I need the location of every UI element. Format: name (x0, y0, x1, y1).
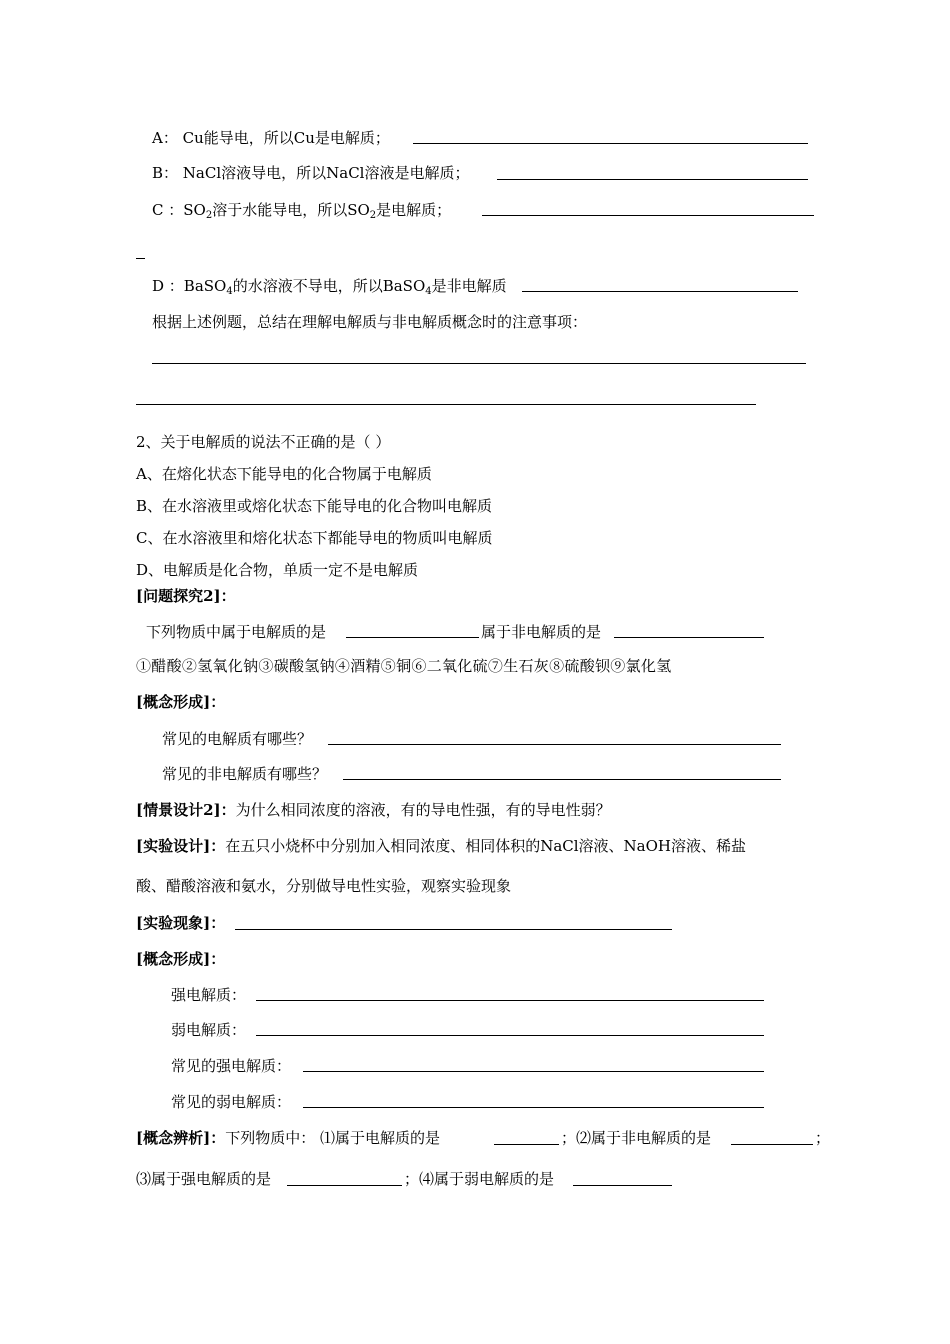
answer-line[interactable] (497, 179, 808, 180)
answer-line[interactable] (413, 143, 808, 144)
q2-option-b: B、在水溶液里或熔化状态下能导电的化合物叫电解质 (136, 497, 493, 515)
q2-stem: 2、关于电解质的说法不正确的是（ ） (136, 433, 391, 451)
q2-option-a: A、在熔化状态下能导电的化合物属于电解质 (136, 465, 432, 483)
scenario2-heading: [情景设计2]： (136, 801, 236, 819)
concept2-common-strong: 常见的强电解质： (171, 1057, 292, 1075)
answer-line[interactable] (494, 1144, 559, 1145)
q1-option-b: B： NaCl溶液导电，所以NaCl溶液是电解质； (152, 164, 470, 182)
q2-option-c: C、在水溶液里和熔化状态下都能导电的物质叫电解质 (136, 529, 493, 547)
answer-line[interactable] (731, 1144, 813, 1145)
answer-line[interactable] (256, 1000, 764, 1001)
concept2-common-weak: 常见的弱电解质： (171, 1093, 292, 1111)
experiment-line1: [实验设计]：在五只小烧杯中分别加入相同浓度、相同体积的NaCl溶液、NaOH溶液、稀盐 (136, 837, 746, 855)
phenomenon-heading: [实验现象]： (136, 914, 226, 932)
answer-line[interactable] (235, 929, 672, 930)
q1-option-d: D ：BaSO$_4$的水溶液不导电，所以BaSO$_4$是非电解质 (152, 277, 507, 297)
answer-line[interactable] (614, 637, 764, 638)
answer-line[interactable] (482, 215, 814, 216)
concept2-heading: [概念形成]： (136, 950, 226, 968)
inquiry2-prompt-b: 属于非电解质的是 (481, 623, 602, 641)
scenario2-text: 为什么相同浓度的溶液，有的导电性强，有的导电性弱？ (235, 801, 611, 819)
answer-line[interactable] (328, 744, 781, 745)
q1-option-c: C ：$SO_2$溶于水能导电，所以$SO_2$是电解质； (152, 201, 452, 221)
answer-line[interactable] (522, 291, 798, 292)
answer-line[interactable] (346, 637, 479, 638)
q2-option-d: D、电解质是化合物，单质一定不是电解质 (136, 561, 419, 579)
answer-line[interactable] (256, 1035, 764, 1036)
answer-line[interactable] (136, 404, 756, 405)
scenario2 (136, 800, 611, 820)
analysis-end1: ； (815, 1129, 831, 1147)
concept2-strong: 强电解质： (171, 986, 247, 1004)
answer-line[interactable] (303, 1107, 764, 1108)
answer-line[interactable] (303, 1071, 764, 1072)
analysis-heading: [概念辨析]： (136, 1129, 226, 1147)
answer-line[interactable] (152, 363, 806, 364)
concept1-heading: [概念形成]： (136, 693, 226, 711)
answer-line[interactable] (343, 779, 781, 780)
analysis-line1: [概念辨析]：下列物质中： ⑴属于电解质的是 (136, 1129, 440, 1147)
experiment-heading: [实验设计]： (136, 837, 226, 855)
inquiry2-heading: [问题探究2]： (136, 587, 236, 605)
concept1-q-nonelectrolytes: 常见的非电解质有哪些？ (162, 765, 328, 783)
experiment-line2: 酸、醋酸溶液和氨水，分别做导电性实验，观察实验现象 (136, 877, 512, 895)
q1-summary-prompt: 根据上述例题，总结在理解电解质与非电解质概念时的注意事项： (152, 313, 588, 331)
answer-line[interactable] (573, 1185, 672, 1186)
answer-line[interactable] (287, 1185, 402, 1186)
analysis-sep1: ；⑵属于非电解质的是 (561, 1129, 712, 1147)
answer-line-continuation (136, 258, 145, 259)
analysis-p3: ⑶属于强电解质的是 (136, 1170, 272, 1188)
concept1-q-electrolytes: 常见的电解质有哪些？ (162, 730, 313, 748)
inquiry2-prompt-a: 下列物质中属于电解质的是 (146, 623, 327, 641)
q1-option-a: A： Cu能导电，所以Cu是电解质； (152, 129, 390, 147)
analysis-sep2: ；⑷属于弱电解质的是 (404, 1170, 555, 1188)
concept2-weak: 弱电解质： (171, 1021, 247, 1039)
inquiry2-substances: ①醋酸②氢氧化钠③碳酸氢钠④酒精⑤铜⑥二氧化硫⑦生石灰⑧硫酸钡⑨氯化氢 (136, 657, 672, 675)
